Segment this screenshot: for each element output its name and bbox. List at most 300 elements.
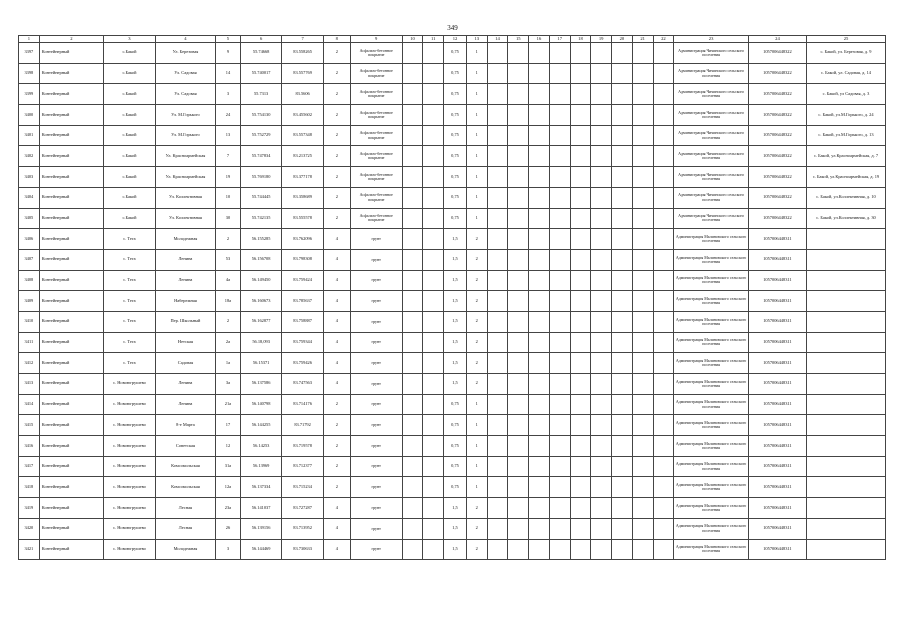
quantity-cell: 2 [466, 374, 487, 395]
container-count-cell: 2 [323, 125, 350, 146]
empty-cell [653, 436, 674, 457]
empty-cell [570, 229, 591, 250]
container-count-cell: 2 [323, 394, 350, 415]
empty-cell [508, 498, 529, 519]
table-row [19, 518, 886, 539]
house-number-cell: 14 [216, 63, 241, 84]
house-number-cell: 9 [216, 43, 241, 64]
empty-cell [632, 249, 653, 270]
empty-cell [529, 208, 550, 229]
ogrn-cell: 1057006448311 [748, 270, 806, 291]
row-number-cell: 3404 [19, 187, 40, 208]
site-type-cell: Контейнерный [39, 63, 103, 84]
area-cell: 1,5 [444, 518, 467, 539]
quantity-cell: 1 [466, 415, 487, 436]
empty-cell [423, 415, 444, 436]
empty-cell [487, 208, 508, 229]
settlement-cell: с.Бакой [104, 43, 156, 64]
empty-cell [549, 208, 570, 229]
street-cell: Ленина [155, 270, 215, 291]
column-number-header: 22 [653, 36, 674, 43]
empty-cell [508, 84, 529, 105]
empty-cell [423, 105, 444, 126]
empty-cell [570, 456, 591, 477]
empty-cell [402, 415, 423, 436]
empty-cell [508, 63, 529, 84]
empty-cell [508, 456, 529, 477]
row-number-cell: 3412 [19, 353, 40, 374]
settlement-cell: с.Бакой [104, 208, 156, 229]
container-count-cell: 2 [323, 187, 350, 208]
area-cell: 0,75 [444, 63, 467, 84]
area-cell: 0,75 [444, 146, 467, 167]
empty-cell [612, 374, 633, 395]
empty-cell [591, 353, 612, 374]
quantity-cell: 1 [466, 436, 487, 457]
empty-cell [402, 332, 423, 353]
empty-cell [423, 84, 444, 105]
house-number-cell: 7 [216, 146, 241, 167]
empty-cell [612, 229, 633, 250]
longitude-cell: 83.455602 [282, 105, 323, 126]
house-number-cell: 13 [216, 125, 241, 146]
empty-cell [612, 477, 633, 498]
container-count-cell: 2 [323, 456, 350, 477]
empty-cell [487, 270, 508, 291]
column-number-row [19, 36, 886, 43]
empty-cell [612, 208, 633, 229]
empty-cell [591, 167, 612, 188]
column-number-header: 8 [323, 36, 350, 43]
column-number-header: 10 [402, 36, 423, 43]
ogrn-cell: 1057006448311 [748, 229, 806, 250]
empty-cell [423, 291, 444, 312]
empty-cell [570, 498, 591, 519]
container-count-cell: 2 [323, 415, 350, 436]
street-cell: Ул. Коллективная [155, 187, 215, 208]
site-type-cell: Контейнерный [39, 374, 103, 395]
empty-cell [653, 167, 674, 188]
ogrn-cell: 1057006448311 [748, 498, 806, 519]
street-cell: Ул. М.Горького [155, 105, 215, 126]
empty-cell [653, 374, 674, 395]
empty-cell [591, 394, 612, 415]
address-cell: с. Бакой, ул Садовая, д. 3 [806, 84, 885, 105]
house-number-cell: 12а [216, 477, 241, 498]
empty-cell [423, 353, 444, 374]
site-type-cell: Контейнерный [39, 518, 103, 539]
empty-cell [570, 187, 591, 208]
site-type-cell: Контейнерный [39, 311, 103, 332]
street-cell: Комсомольская [155, 456, 215, 477]
table-row [19, 477, 886, 498]
table-row [19, 436, 886, 457]
container-count-cell: 2 [323, 146, 350, 167]
column-number-header: 13 [466, 36, 487, 43]
empty-cell [529, 146, 550, 167]
longitude-cell: 83.785637 [282, 291, 323, 312]
area-cell: 1,5 [444, 332, 467, 353]
empty-cell [612, 125, 633, 146]
house-number-cell: 2а [216, 332, 241, 353]
empty-cell [612, 353, 633, 374]
table-row [19, 270, 886, 291]
settlement-cell: с.Бакой [104, 167, 156, 188]
settlement-cell: с.Бакой [104, 105, 156, 126]
settlement-cell: с.Бакой [104, 84, 156, 105]
empty-cell [423, 208, 444, 229]
area-cell: 0,75 [444, 436, 467, 457]
empty-cell [402, 63, 423, 84]
row-number-cell: 3411 [19, 332, 40, 353]
longitude-cell: 83.747563 [282, 374, 323, 395]
quantity-cell: 1 [466, 84, 487, 105]
table-row [19, 539, 886, 560]
empty-cell [529, 311, 550, 332]
ogrn-cell: 1057006448311 [748, 374, 806, 395]
empty-cell [591, 105, 612, 126]
surface-type-cell: грунт [350, 311, 402, 332]
latitude-cell: 56.15371 [240, 353, 281, 374]
empty-cell [508, 229, 529, 250]
latitude-cell: 56.155285 [240, 229, 281, 250]
site-type-cell: Контейнерный [39, 394, 103, 415]
quantity-cell: 2 [466, 291, 487, 312]
latitude-cell: 55.769180 [240, 167, 281, 188]
row-number-cell: 3415 [19, 415, 40, 436]
latitude-cell: 56.144255 [240, 415, 281, 436]
empty-cell [402, 84, 423, 105]
empty-cell [632, 229, 653, 250]
empty-cell [549, 539, 570, 560]
empty-cell [570, 394, 591, 415]
house-number-cell: 26 [216, 518, 241, 539]
empty-cell [423, 374, 444, 395]
empty-cell [653, 291, 674, 312]
administration-cell: Администрация Чичинского сельского поселения [674, 125, 749, 146]
empty-cell [402, 229, 423, 250]
empty-cell [612, 291, 633, 312]
empty-cell [612, 498, 633, 519]
container-count-cell: 4 [323, 332, 350, 353]
column-number-header: 15 [508, 36, 529, 43]
quantity-cell: 2 [466, 332, 487, 353]
longitude-cell: 83.719578 [282, 436, 323, 457]
empty-cell [402, 353, 423, 374]
empty-cell [632, 394, 653, 415]
area-cell: 1,5 [444, 249, 467, 270]
column-number-header: 23 [674, 36, 749, 43]
latitude-cell: 56.141037 [240, 498, 281, 519]
empty-cell [402, 539, 423, 560]
empty-cell [653, 311, 674, 332]
longitude-cell: 83.730633 [282, 539, 323, 560]
empty-cell [423, 477, 444, 498]
ogrn-cell: 1057006448322 [748, 84, 806, 105]
empty-cell [549, 105, 570, 126]
quantity-cell: 1 [466, 167, 487, 188]
administration-cell: Администрация Малиновского сельского поселения [674, 539, 749, 560]
empty-cell [653, 84, 674, 105]
address-cell: с. Бакой, ул.М.Горького, д. 24 [806, 105, 885, 126]
latitude-cell: 56.162877 [240, 311, 281, 332]
house-number-cell: 24 [216, 105, 241, 126]
empty-cell [591, 229, 612, 250]
empty-cell [632, 84, 653, 105]
empty-cell [487, 187, 508, 208]
administration-cell: Администрация Чичинского сельского поселения [674, 167, 749, 188]
latitude-cell: 56.18,093 [240, 332, 281, 353]
empty-cell [402, 498, 423, 519]
ogrn-cell: 1057006448322 [748, 105, 806, 126]
row-number-cell: 3420 [19, 518, 40, 539]
empty-cell [591, 187, 612, 208]
empty-cell [591, 146, 612, 167]
ogrn-cell: 1057006448311 [748, 311, 806, 332]
empty-cell [402, 456, 423, 477]
empty-cell [632, 270, 653, 291]
column-number-header: 21 [632, 36, 653, 43]
empty-cell [632, 415, 653, 436]
house-number-cell: 18а [216, 291, 241, 312]
empty-cell [508, 146, 529, 167]
surface-type-cell: Асфальто-бетонное покрытие [350, 187, 402, 208]
empty-cell [653, 125, 674, 146]
empty-cell [632, 291, 653, 312]
administration-cell: Администрация Чичинского сельского поселения [674, 146, 749, 167]
table-row [19, 374, 886, 395]
container-count-cell: 4 [323, 270, 350, 291]
empty-cell [591, 249, 612, 270]
column-number-header: 9 [350, 36, 402, 43]
table-row [19, 311, 886, 332]
empty-cell [402, 311, 423, 332]
row-number-cell: 3408 [19, 270, 40, 291]
site-type-cell: Контейнерный [39, 415, 103, 436]
area-cell: 1,5 [444, 311, 467, 332]
empty-cell [487, 394, 508, 415]
empty-cell [591, 270, 612, 291]
site-type-cell: Контейнерный [39, 146, 103, 167]
empty-cell [591, 456, 612, 477]
empty-cell [508, 374, 529, 395]
longitude-cell: 83.798308 [282, 249, 323, 270]
latitude-cell: 56.140798 [240, 394, 281, 415]
site-type-cell: Контейнерный [39, 291, 103, 312]
empty-cell [529, 436, 550, 457]
container-count-cell: 2 [323, 167, 350, 188]
empty-cell [653, 63, 674, 84]
surface-type-cell: Асфальто-бетонное покрытие [350, 63, 402, 84]
empty-cell [632, 477, 653, 498]
empty-cell [508, 518, 529, 539]
site-type-cell: Контейнерный [39, 249, 103, 270]
longitude-cell: 83.762096 [282, 229, 323, 250]
address-cell: с. Бакой, ул. Березовая, д. 9 [806, 43, 885, 64]
empty-cell [570, 167, 591, 188]
latitude-cell: 55.744445 [240, 187, 281, 208]
ogrn-cell: 1057006448322 [748, 167, 806, 188]
empty-cell [508, 249, 529, 270]
street-cell: Ленина [155, 394, 215, 415]
ogrn-cell: 1057006448311 [748, 436, 806, 457]
empty-cell [487, 84, 508, 105]
empty-cell [632, 353, 653, 374]
column-number-header: 12 [444, 36, 467, 43]
empty-cell [529, 394, 550, 415]
empty-cell [612, 63, 633, 84]
latitude-cell: 56.14253 [240, 436, 281, 457]
empty-cell [570, 311, 591, 332]
street-cell: Молодежная [155, 229, 215, 250]
longitude-cell: 83.759344 [282, 332, 323, 353]
row-number-cell: 3399 [19, 84, 40, 105]
street-cell: Комсомольская [155, 477, 215, 498]
empty-cell [549, 229, 570, 250]
house-number-cell: 10 [216, 187, 241, 208]
surface-type-cell: грунт [350, 456, 402, 477]
administration-cell: Администрация Малиновского сельского поселения [674, 291, 749, 312]
row-number-cell: 3414 [19, 394, 40, 415]
empty-cell [508, 187, 529, 208]
empty-cell [570, 208, 591, 229]
empty-cell [487, 291, 508, 312]
longitude-cell: 83.715234 [282, 477, 323, 498]
empty-cell [402, 477, 423, 498]
quantity-cell: 1 [466, 187, 487, 208]
empty-cell [508, 105, 529, 126]
column-number-header: 20 [612, 36, 633, 43]
row-number-cell: 3416 [19, 436, 40, 457]
longitude-cell: 83.712377 [282, 456, 323, 477]
settlement-cell: с.Бакой [104, 63, 156, 84]
empty-cell [612, 311, 633, 332]
house-number-cell: 19 [216, 167, 241, 188]
quantity-cell: 2 [466, 498, 487, 519]
container-count-cell: 2 [323, 436, 350, 457]
empty-cell [591, 518, 612, 539]
latitude-cell: 55.742135 [240, 208, 281, 229]
column-number-header: 24 [748, 36, 806, 43]
empty-cell [549, 291, 570, 312]
house-number-cell: 12 [216, 436, 241, 457]
empty-cell [549, 187, 570, 208]
empty-cell [529, 498, 550, 519]
street-cell: Ул. Садовая [155, 63, 215, 84]
table-body [19, 43, 886, 560]
empty-cell [653, 105, 674, 126]
table-row [19, 208, 886, 229]
ogrn-cell: 1057006448322 [748, 63, 806, 84]
settlement-cell: с. Новоюгрушево [104, 394, 156, 415]
quantity-cell: 2 [466, 311, 487, 332]
house-number-cell: 31а [216, 456, 241, 477]
ogrn-cell: 1057006448322 [748, 146, 806, 167]
settlement-cell: с. Новоюгрушево [104, 456, 156, 477]
empty-cell [653, 498, 674, 519]
area-cell: 0,75 [444, 167, 467, 188]
empty-cell [529, 518, 550, 539]
empty-cell [487, 63, 508, 84]
empty-cell [423, 167, 444, 188]
longitude-cell: 83.558265 [282, 43, 323, 64]
quantity-cell: 1 [466, 63, 487, 84]
table-row [19, 498, 886, 519]
empty-cell [612, 43, 633, 64]
surface-type-cell: Асфальто-бетонное покрытие [350, 208, 402, 229]
empty-cell [529, 353, 550, 374]
settlement-cell: с. Новоюгрушево [104, 436, 156, 457]
ogrn-cell: 1057006448311 [748, 539, 806, 560]
empty-cell [423, 187, 444, 208]
area-cell: 0,75 [444, 125, 467, 146]
address-cell [806, 374, 885, 395]
empty-cell [529, 415, 550, 436]
surface-type-cell: Асфальто-бетонное покрытие [350, 125, 402, 146]
surface-type-cell: грунт [350, 436, 402, 457]
column-number-header: 7 [282, 36, 323, 43]
empty-cell [508, 43, 529, 64]
table-row [19, 146, 886, 167]
empty-cell [632, 187, 653, 208]
empty-cell [632, 332, 653, 353]
address-cell [806, 539, 885, 560]
empty-cell [612, 456, 633, 477]
table-row [19, 291, 886, 312]
empty-cell [487, 146, 508, 167]
empty-cell [570, 270, 591, 291]
area-cell: 1,5 [444, 374, 467, 395]
column-number-header: 25 [806, 36, 885, 43]
table-row [19, 84, 886, 105]
site-type-cell: Контейнерный [39, 167, 103, 188]
empty-cell [549, 332, 570, 353]
quantity-cell: 1 [466, 456, 487, 477]
empty-cell [423, 63, 444, 84]
ogrn-cell: 1057006448311 [748, 249, 806, 270]
surface-type-cell: грунт [350, 415, 402, 436]
empty-cell [653, 539, 674, 560]
administration-cell: Администрация Чичинского сельского поселения [674, 63, 749, 84]
row-number-cell: 3400 [19, 105, 40, 126]
surface-type-cell: Асфальто-бетонное покрытие [350, 43, 402, 64]
street-cell: Советская [155, 436, 215, 457]
ogrn-cell: 1057006448322 [748, 125, 806, 146]
quantity-cell: 1 [466, 125, 487, 146]
empty-cell [632, 146, 653, 167]
address-cell: с. Бакой, ул.Коллективная, д. 30 [806, 208, 885, 229]
settlement-cell: с.Бакой [104, 146, 156, 167]
empty-cell [487, 43, 508, 64]
ogrn-cell: 1057006448322 [748, 208, 806, 229]
empty-cell [508, 291, 529, 312]
address-cell [806, 477, 885, 498]
empty-cell [591, 84, 612, 105]
administration-cell: Администрация Чичинского сельского поселения [674, 43, 749, 64]
site-type-cell: Контейнерный [39, 539, 103, 560]
empty-cell [487, 311, 508, 332]
empty-cell [570, 415, 591, 436]
house-number-cell: 3 [216, 84, 241, 105]
house-number-cell: 2 [216, 229, 241, 250]
empty-cell [549, 374, 570, 395]
surface-type-cell: грунт [350, 332, 402, 353]
street-cell: 8-е Марта [155, 415, 215, 436]
empty-cell [423, 249, 444, 270]
table-row [19, 456, 886, 477]
empty-cell [529, 187, 550, 208]
surface-type-cell: грунт [350, 353, 402, 374]
